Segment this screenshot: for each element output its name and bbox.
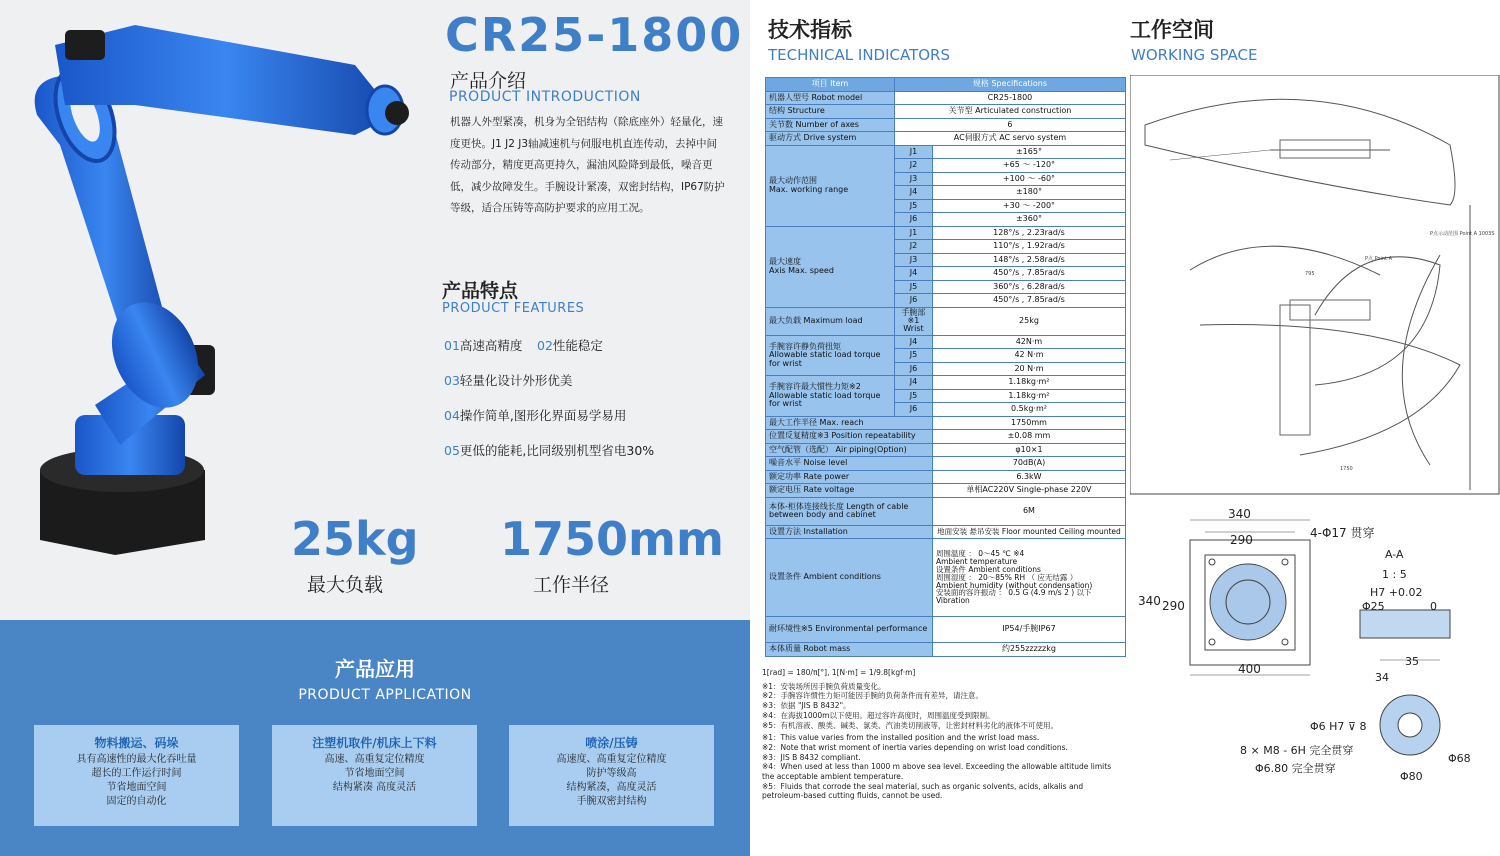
svg-text:Φ68: Φ68 xyxy=(1448,752,1471,765)
workspace-title-cn: 工作空间 xyxy=(1130,18,1214,42)
svg-text:H7 +0.02: H7 +0.02 xyxy=(1370,586,1423,599)
svg-text:Φ25: Φ25 xyxy=(1362,600,1385,613)
workspace-title-en: WORKING SPACE xyxy=(1131,46,1258,64)
features-title-cn: 产品特点 xyxy=(442,280,519,302)
feature-item: 04操作简单,图形化界面易学易用 xyxy=(444,408,627,423)
stat-load-value: 25kg xyxy=(291,512,419,566)
intro-title-cn: 产品介绍 xyxy=(450,70,527,92)
svg-text:340: 340 xyxy=(1228,507,1251,521)
stat-load-label: 最大负载 xyxy=(307,574,384,596)
stat-reach-value: 1750mm xyxy=(500,512,724,566)
tech-title-cn: 技术指标 xyxy=(768,18,852,42)
application-card: 物料搬运、码垛 具有高速性的最大化吞吐量 超长的工作运行时间 节省地面空间 固定的自动化 xyxy=(34,725,239,826)
svg-text:0: 0 xyxy=(1430,600,1437,613)
svg-text:4-Φ17 贯穿: 4-Φ17 贯穿 xyxy=(1310,526,1375,540)
svg-text:35: 35 xyxy=(1405,655,1419,668)
application-card: 注塑机取件/机床上下料 高速、高重复定位精度 节省地面空间 结构紧凑 高度灵活 xyxy=(272,725,477,826)
svg-text:P点 Point A: P点 Point A xyxy=(1365,256,1393,262)
application-title-en: PRODUCT APPLICATION xyxy=(298,687,472,703)
application-card: 喷涂/压铸 高速度、高重复定位精度 防护等级高 结构紧凑，高度灵活 手腕双密封结构 xyxy=(509,725,714,826)
svg-text:Φ6.80 完全贯穿: Φ6.80 完全贯穿 xyxy=(1255,762,1336,775)
intro-text: 机器人外型紧凑，机身为全铝结构（除底座外）轻量化，速度更快。J1 J2 J3轴减速机与伺服电机直连传动，去掉中间传动部分，精度更高更持久，漏油风险降到最低，噪音更低，减少故障发生。手腕设计紧凑，双密封结构，IP67防护等级，适合压铸等高防护要求的应用工况。 xyxy=(450,116,725,214)
feature-item: 03轻量化设计外形优美 xyxy=(444,373,573,388)
feature-item: 02性能稳定 xyxy=(537,338,603,353)
spec-table: 项目 Item 规格 Specifications 机器人型号 Robot model CR25-1800 结构 Structure 关节型 Articulated construction 关节数 Number of axes 6 驱动方式 Drive system AC伺服方式 AC servo system 最大动作范围 Max. working range J1 ±165° J2 +65 ～ -120° J3 +100 ～ -60° J4 ±180° J5 +30 ～ -200° J6 ±360° 最大速度 Axis Max. speed J1 128°/s , 2.23rad/s J2 110°/s , 1.92rad/s J3 148°/s , 2.58rad/s J4 450°/s , 7.85rad/s J5 360°/s , 6.28rad/s J6 450°/s , 7.85rad/s 最大负载 Maximum load 手腕部※1 Wrist 25kg 手腕容许静负荷扭矩 Allowable static load torque for wrist J4 42N·m J5 42 N·m J6 20 N·m 手腕容许最大惯性力矩※2 Allowable static load torque for wrist J4 1.18kg·m² J5 1.18kg·m² J6 0.5kg·m² 最大工作半径 Max. reach 1750mm 位置反复精度※3 Position repeatability ±0.08 mm 空气配管（选配） Air piping(Option) φ10×1 噪音水平 Noise level 70dB(A) 额定功率 Rate power 6.3kW 额定电压 Rate voltage 单相AC220V Single-phase 220V 本体-柜体连接线长度 Length of cable between body and cabinet 6M 设置方法 Installation 地面安装 悬吊安装 Floor mounted Ceiling mounted 设置条件 Ambient conditions 周围温度 ： 0～45 ℃ ※4 Ambient temperature 设置条件 Ambient conditions 周围湿度 ： 20～85% RH （ 应无结露 ） Ambient humidity (without condensation) 安装面的容许振动 ： 0.5 G (4.9 m/s 2 ) 以下 Vibration 耐环境性※5 Environmental performance IP54/手腕IP67 本体质量 Robot mass 约255zzzzzkg xyxy=(765,77,1126,657)
svg-text:290: 290 xyxy=(1162,599,1185,613)
stat-reach-label: 工作半径 xyxy=(533,574,610,596)
svg-text:290: 290 xyxy=(1230,533,1253,547)
tech-title-en: TECHNICAL INDICATORS xyxy=(768,46,950,64)
features-title-en: PRODUCT FEATURES xyxy=(442,301,585,316)
working-space-diagram xyxy=(1130,75,1500,495)
footnotes: 1[rad] = 180/π[°], 1[N·m] = 1/9.8[kgf·m] ※1：安装场所因手腕负荷质量变化。 ※2：手腕容许惯性力矩可能因手腕的负荷条件而有差异，请注意。 ※3：依据 "JIS B 8432"。 ※4：在海拔1000m以下使用。超过容许高度时，周围温度受到限制。 ※5：有机溶液、酸类、碱类、氯类、汽油类切削液等，让密封材料劣化的液体不可使用。 ※1：This value varies from the installed position and the wrist load mass. ※2：Note that wrist moment of inertia varies depending on wrist load conditions. ※3：JIS B 8432 compliant. ※4：When used at less than 1000 m above sea level. Exceeding the allowable altitude limits the acceptable ambient temperature. ※5：Fluids that corrode the seal material, such as organic solvents, acids, alkalis and petroleum-based cutting fluids, cannot be used. xyxy=(762,668,1112,801)
feature-item: 05更低的能耗,比同级别机型省电30% xyxy=(444,443,655,458)
svg-text:8 × M8 - 6H 完全贯穿: 8 × M8 - 6H 完全贯穿 xyxy=(1240,744,1354,757)
svg-text:400: 400 xyxy=(1238,662,1261,676)
feature-item: 01高速高精度 xyxy=(444,338,523,353)
model-title: CR25-1800 xyxy=(445,8,744,62)
svg-text:A-A: A-A xyxy=(1385,548,1404,561)
intro-title-en: PRODUCT INTRODUCTION xyxy=(449,89,641,105)
svg-text:1 : 5: 1 : 5 xyxy=(1382,568,1407,581)
base-mounting-drawing xyxy=(1130,500,1500,856)
svg-text:Φ80: Φ80 xyxy=(1400,770,1423,783)
svg-text:Φ6 H7 ⊽ 8: Φ6 H7 ⊽ 8 xyxy=(1310,720,1367,733)
svg-text:P点示动范围 Point A 1003S: P点示动范围 Point A 1003S xyxy=(1430,231,1495,237)
application-title-cn: 产品应用 xyxy=(335,657,415,681)
svg-text:795: 795 xyxy=(1305,271,1315,277)
svg-text:34: 34 xyxy=(1375,671,1389,684)
svg-text:340: 340 xyxy=(1138,594,1161,608)
svg-text:1750: 1750 xyxy=(1340,466,1353,472)
